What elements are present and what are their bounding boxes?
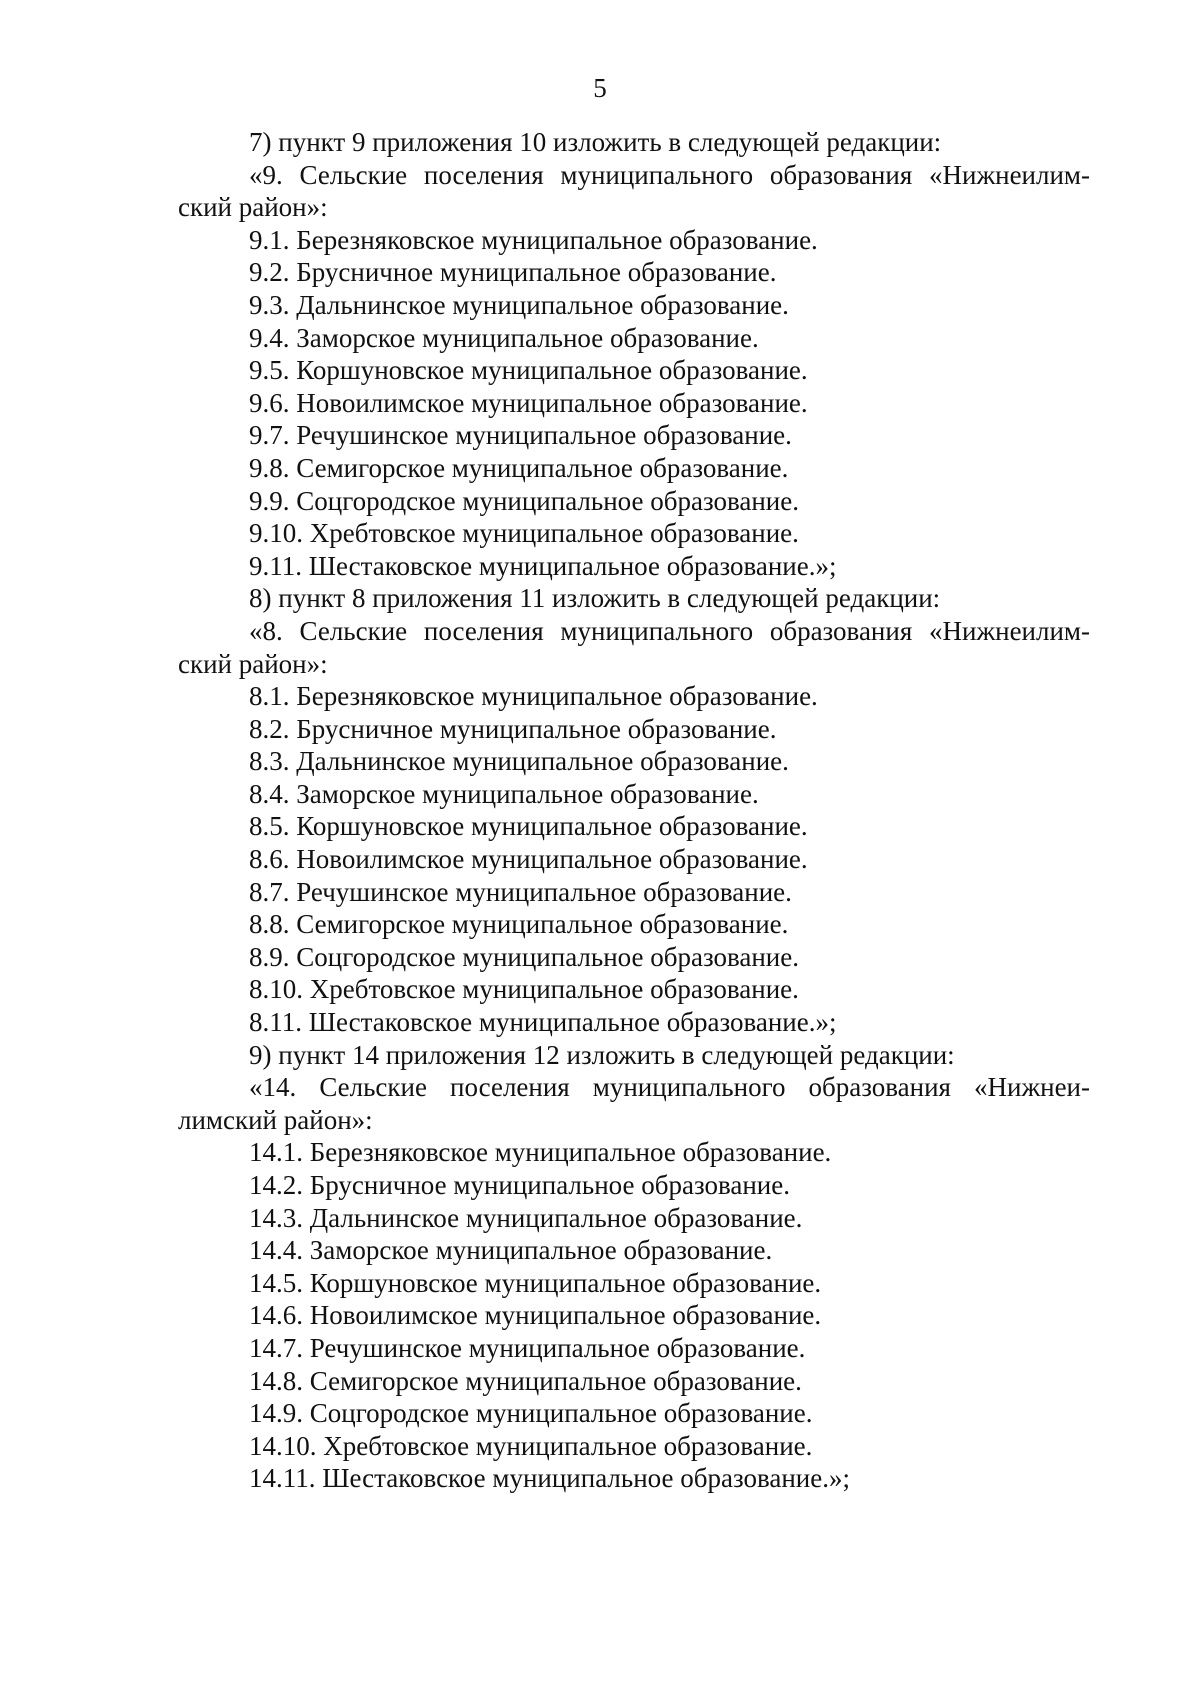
section-title-continuation: лимский район»: [178,1104,373,1135]
amendment-heading: 7) пункт 9 приложения 10 изложить в следующей редакции: [249,127,942,157]
list-item: 9.9. Соцгородское муниципальное образование. [249,485,799,516]
list-item: 9.6. Новоилимское муниципальное образование. [249,387,808,418]
list-item: 8.11. Шестаковское муниципальное образование.»; [249,1007,837,1038]
list-item: 9.8. Семигорское муниципальное образование. [249,452,789,483]
list-item: 9.1. Березняковское муниципальное образование. [249,224,818,255]
list-item: 14.8. Семигорское муниципальное образование. [249,1365,802,1396]
list-item: 14.11. Шестаковское муниципальное образование.»; [249,1463,850,1494]
section-title-continuation: ский район»: [178,648,328,679]
amendment-block-7 [178,126,1090,582]
section-title-continuation: ский район»: [178,192,328,223]
list-item: 8.5. Коршуновское муниципальное образование. [249,811,808,842]
list-item: 14.10. Хребтовское муниципальное образование. [249,1430,813,1461]
list-item: 9.5. Коршуновское муниципальное образование. [249,355,808,386]
list-item: 9.4. Заморское муниципальное образование. [249,322,759,353]
list-item: 14.2. Брусничное муниципальное образование. [249,1170,790,1200]
list-item: 8.7. Речушинское муниципальное образование. [249,876,792,907]
list-item: 9.7. Речушинское муниципальное образование. [249,420,792,451]
list-item: 8.4. Заморское муниципальное образование. [249,778,759,809]
section-title-line: «9. Сельские поселения муниципального образования «Нижнеилим- [249,159,1090,190]
list-item: 9.2. Брусничное муниципальное образование. [249,257,777,288]
list-item: 14.1. Березняковское муниципальное образование. [249,1137,832,1168]
list-item: 9.3. Дальнинское муниципальное образование. [249,289,789,320]
section-title-line: «14. Сельские поселения муниципального образования «Нижнеи- [249,1072,1090,1103]
section-title-line: «8. Сельские поселения муниципального образования «Нижнеилим- [249,615,1090,646]
amendment-block-9 [178,1039,1090,1495]
list-item: 8.10. Хребтовское муниципальное образование. [249,974,799,1005]
list-item: 8.9. Соцгородское муниципальное образование. [249,941,799,972]
list-item: 14.7. Речушинское муниципальное образование. [249,1332,806,1363]
document-body [178,126,1090,1495]
list-item: 14.5. Коршуновское муниципальное образование. [249,1267,822,1298]
list-item: 9.10. Хребтовское муниципальное образование. [249,518,799,549]
list-item: 14.3. Дальнинское муниципальное образование. [249,1202,803,1233]
list-item: 8.1. Березняковское муниципальное образование. [249,681,818,712]
list-item: 8.6. Новоилимское муниципальное образование. [249,844,808,875]
list-item: 8.8. Семигорское муниципальное образование. [249,909,789,940]
list-item: 14.6. Новоилимское муниципальное образование. [249,1300,822,1331]
list-item: 8.2. Брусничное муниципальное образование. [249,713,777,744]
list-item: 14.4. Заморское муниципальное образование. [249,1235,773,1266]
amendment-block-8 [178,582,1090,1038]
page-number: 5 [593,73,607,103]
list-item: 8.3. Дальнинское муниципальное образование. [249,746,789,777]
list-item: 9.11. Шестаковское муниципальное образование.»; [249,550,837,581]
amendment-heading: 9) пункт 14 приложения 12 изложить в следующей редакции: [249,1039,955,1070]
list-item: 14.9. Соцгородское муниципальное образование. [249,1398,813,1429]
amendment-heading: 8) пункт 8 приложения 11 изложить в следующей редакции: [249,583,941,614]
